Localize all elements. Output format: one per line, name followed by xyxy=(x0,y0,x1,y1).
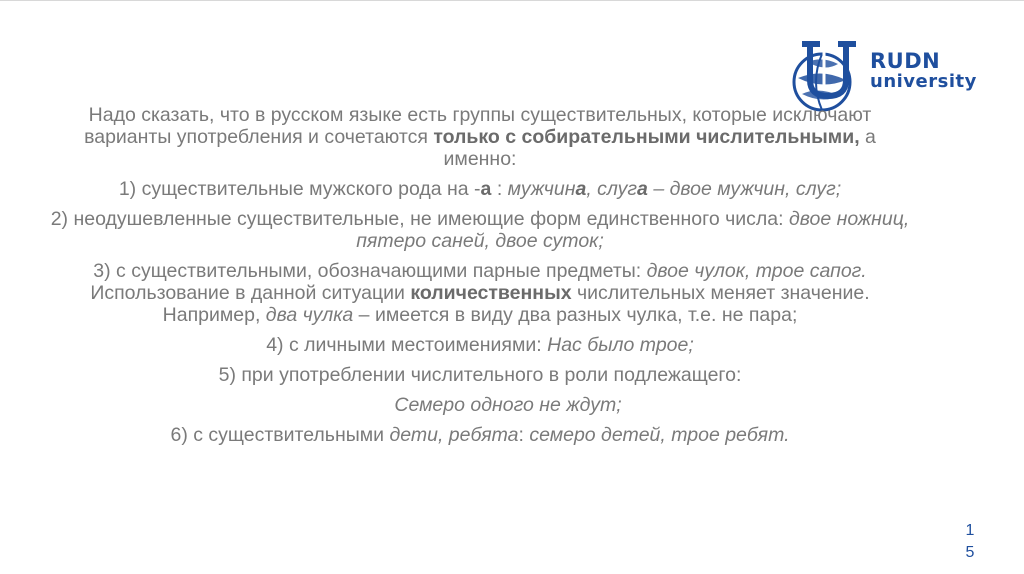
paragraph-example xyxy=(50,394,910,416)
top-divider xyxy=(0,0,1024,1)
logo-university-text: university xyxy=(870,71,977,92)
bold-italic-run: а xyxy=(637,178,648,200)
paragraph-item-6 xyxy=(50,424,910,446)
paragraph-intro xyxy=(50,104,910,170)
text-run: Надо сказать, что в русском языке есть группы существительных, которые исключают варианты употребления и сочетаются xyxy=(84,104,872,148)
bold-run: только с собирательными числительными, xyxy=(433,126,860,148)
text-run: 2) неодушевленные существительные, не имеющие форм единственного числа: xyxy=(50,208,789,230)
paragraph-item-3 xyxy=(50,260,910,326)
bold-run: а xyxy=(480,178,492,200)
text-run: 1) существительные мужского рода на - xyxy=(118,178,481,200)
text-run: числительных меняет значение. Например, xyxy=(162,282,870,326)
italic-run: , слуг xyxy=(586,178,638,200)
italic-run: два чулка xyxy=(265,304,354,326)
paragraph-item-4 xyxy=(50,334,910,356)
italic-run: – двое мужчин, слуг; xyxy=(647,178,842,200)
text-run: 5) при употреблении числительного в роли подлежащего: xyxy=(218,364,742,386)
bold-italic-run: а xyxy=(575,178,587,200)
italic-run: мужчин xyxy=(507,178,576,200)
text-run: 4) с личными местоимениями: xyxy=(266,334,548,356)
italic-run: семеро детей, трое ребят. xyxy=(529,424,790,446)
italic-run: двое ножниц, пятеро саней, двое суток; xyxy=(356,208,910,252)
paragraph-item-2 xyxy=(50,208,910,252)
paragraph-item-1 xyxy=(50,178,910,200)
text-run: : xyxy=(491,178,508,200)
italic-run: Нас было трое; xyxy=(547,334,694,356)
logo-wordmark xyxy=(870,50,977,92)
text-run: а именно: xyxy=(443,126,876,170)
paragraph-item-5 xyxy=(50,364,910,386)
logo-rudn-text: RUDN xyxy=(870,49,941,73)
italic-run: Семеро одного не ждут; xyxy=(394,394,622,416)
text-run: : xyxy=(518,424,530,446)
italic-run: дети, ребята xyxy=(389,424,519,446)
slide-body xyxy=(50,104,910,454)
text-run: 3) с существительными, обозначающими парные предметы: xyxy=(93,260,647,282)
text-run: Использование в данной ситуации xyxy=(90,282,411,304)
text-run: 6) с существительными xyxy=(170,424,390,446)
text-run: – имеется в виду два разных чулка, т.е. не пара; xyxy=(353,304,798,326)
italic-run: двое чулок, трое сапог. xyxy=(646,260,867,282)
bold-run: количественных xyxy=(410,282,572,304)
page-number: 1 5 xyxy=(965,522,975,561)
